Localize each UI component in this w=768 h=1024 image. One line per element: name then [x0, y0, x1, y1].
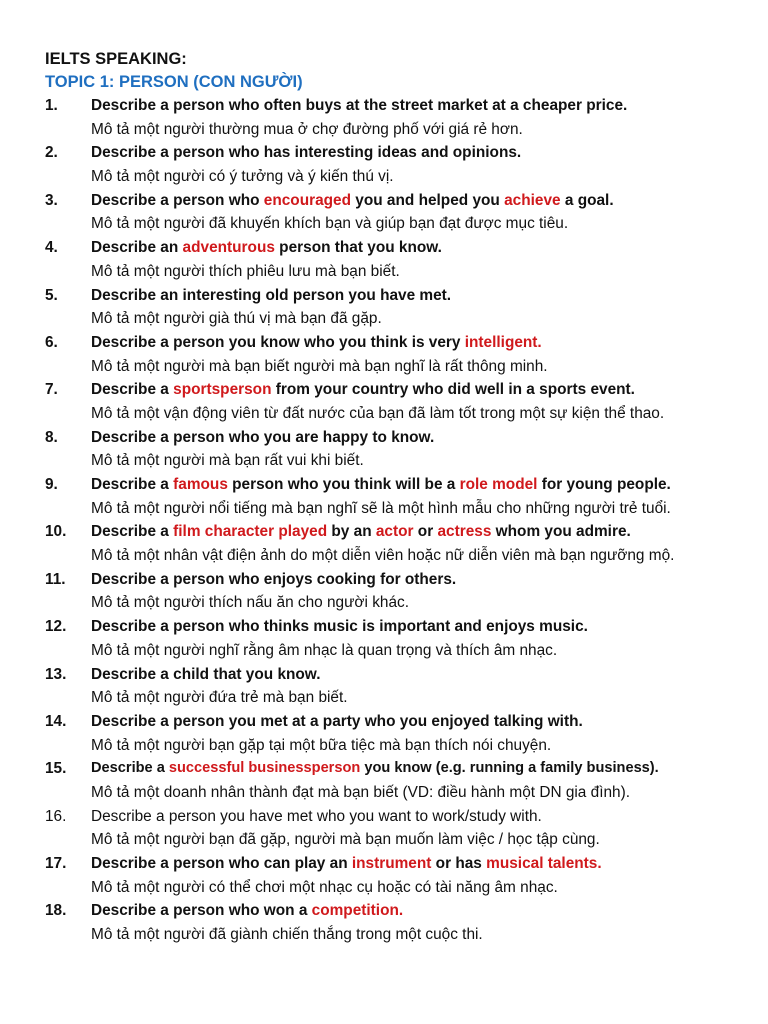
- prompt-text: Describe a person who often buys at the street market at a cheaper price.: [91, 97, 628, 114]
- item-number: 14.: [45, 712, 67, 730]
- vietnamese-translation: Mô tả một người có ý tưởng và ý kiến thú vị.: [91, 168, 394, 186]
- question-list: [45, 94, 760, 947]
- english-prompt: [91, 426, 760, 450]
- vietnamese-translation: Mô tả một người đã giành chiến thắng trong một cuộc thi.: [91, 926, 483, 944]
- list-item: [45, 805, 760, 852]
- item-number: 9.: [45, 476, 58, 493]
- prompt-text: Describe a person who has interesting ideas and opinions.: [91, 144, 522, 162]
- item-number: 7.: [45, 381, 58, 399]
- list-item: [45, 236, 760, 283]
- highlighted-keyword: adventurous: [182, 239, 275, 257]
- prompt-text: from your country who did well in a sports event.: [271, 381, 635, 399]
- item-number: 18.: [45, 902, 67, 920]
- item-body: [91, 426, 760, 473]
- highlighted-keyword: actress: [437, 523, 492, 541]
- vietnamese-translation: Mô tả một người đã khuyến khích bạn và giúp bạn đạt được mục tiêu.: [91, 215, 569, 233]
- list-item: [45, 141, 760, 188]
- list-item: [45, 331, 760, 378]
- prompt-text: by an: [327, 523, 376, 541]
- highlighted-keyword: competition.: [311, 902, 404, 920]
- prompt-text: you know (e.g. running a family business).: [360, 760, 659, 777]
- prompt-text: Describe a person who: [91, 191, 264, 209]
- item-number: 11.: [45, 570, 66, 588]
- vietnamese-translation: Mô tả một người mà bạn biết người mà bạn nghĩ là rất thông minh.: [91, 357, 548, 375]
- list-item: [45, 473, 760, 520]
- prompt-text: Describe a person who you are happy to know.: [91, 428, 435, 446]
- item-number: 5.: [45, 286, 58, 304]
- highlighted-keyword: encouraged: [263, 191, 352, 209]
- prompt-text: Describe an interesting old person you have met.: [91, 286, 452, 304]
- item-body: [91, 568, 760, 615]
- vietnamese-translation: Mô tả một nhân vật điện ảnh do một diễn viên hoặc nữ diễn viên mà bạn ngưỡng mộ.: [91, 547, 675, 565]
- english-prompt: [91, 284, 760, 308]
- prompt-text: Describe an: [91, 239, 183, 257]
- prompt-text: Describe a: [91, 476, 174, 493]
- highlighted-keyword: famous: [173, 476, 228, 493]
- item-body: [91, 663, 760, 710]
- vietnamese-translation: Mô tả một doanh nhân thành đạt mà bạn biết (VD: điều hành một DN gia đình).: [91, 783, 631, 801]
- prompt-text: person who you think will be a: [227, 476, 460, 493]
- vietnamese-translation: Mô tả một người thường mua ở chợ đường phố với giá rẻ hơn.: [91, 120, 523, 138]
- english-prompt: [91, 94, 760, 118]
- item-number: 2.: [45, 144, 58, 162]
- vietnamese-translation: Mô tả một người già thú vị mà bạn đã gặp.: [91, 310, 382, 328]
- item-body: [91, 284, 760, 331]
- english-prompt: [91, 473, 760, 497]
- prompt-text: or: [413, 523, 438, 541]
- item-number: 10.: [45, 523, 67, 541]
- prompt-text: Describe a child that you know.: [91, 665, 321, 683]
- english-prompt: [91, 520, 760, 544]
- item-number: 12.: [45, 618, 67, 636]
- list-item: [45, 852, 760, 899]
- list-item: [45, 710, 760, 757]
- item-number: 6.: [45, 333, 58, 351]
- highlighted-keyword: actor: [375, 523, 414, 541]
- prompt-text: Describe a: [91, 381, 174, 399]
- item-body: [91, 852, 760, 899]
- highlighted-keyword: role model: [459, 476, 538, 493]
- prompt-text: or has: [431, 855, 487, 872]
- list-item: [45, 520, 760, 567]
- item-number: 16.: [45, 807, 67, 825]
- list-item: [45, 284, 760, 331]
- list-item: [45, 757, 760, 804]
- list-item: [45, 568, 760, 615]
- item-body: [91, 378, 760, 425]
- vietnamese-translation: Mô tả một người mà bạn rất vui khi biết.: [91, 452, 364, 470]
- english-prompt: [91, 236, 760, 260]
- item-body: [91, 805, 760, 852]
- prompt-text: whom you admire.: [491, 523, 631, 541]
- highlighted-keyword: musical talents.: [486, 855, 602, 872]
- prompt-text: you and helped you: [351, 191, 505, 209]
- highlighted-keyword: film character played: [173, 523, 328, 541]
- item-body: [91, 899, 760, 946]
- item-number: 8.: [45, 428, 58, 446]
- prompt-text: for young people.: [537, 476, 671, 493]
- list-item: [45, 663, 760, 710]
- list-item: [45, 94, 760, 141]
- list-item: [45, 899, 760, 946]
- topic-title: TOPIC 1: PERSON (CON NGƯỜI): [45, 73, 303, 91]
- item-number: 4.: [45, 239, 58, 257]
- item-number: 15.: [45, 760, 67, 778]
- list-item: [45, 378, 760, 425]
- item-number: 3.: [45, 191, 58, 209]
- highlighted-keyword: instrument: [351, 855, 432, 872]
- item-body: [91, 189, 760, 236]
- prompt-text: Describe a person who enjoys cooking for others.: [91, 570, 457, 588]
- vietnamese-translation: Mô tả một người nổi tiếng mà bạn nghĩ sẽ là một hình mẫu cho những người trẻ tuổi.: [91, 499, 671, 517]
- english-prompt: [91, 615, 760, 639]
- item-body: [91, 710, 760, 757]
- highlighted-keyword: sportsperson: [173, 381, 272, 399]
- prompt-text: Describe a person who won a: [91, 902, 312, 920]
- english-prompt: [91, 568, 760, 592]
- item-number: 17.: [45, 855, 67, 872]
- vietnamese-translation: Mô tả một người thích phiêu lưu mà bạn biết.: [91, 262, 400, 280]
- prompt-text: Describe a person you have met who you want to work/study with.: [91, 807, 542, 825]
- prompt-text: person that you know.: [274, 239, 442, 257]
- item-body: [91, 331, 760, 378]
- english-prompt: [91, 189, 760, 213]
- english-prompt: [91, 757, 760, 781]
- item-body: [91, 236, 760, 283]
- document-page: [45, 48, 760, 947]
- item-number: 13.: [45, 665, 67, 683]
- english-prompt: [91, 710, 760, 734]
- item-body: [91, 94, 760, 141]
- item-body: [91, 141, 760, 188]
- item-body: [91, 520, 760, 567]
- list-item: [45, 189, 760, 236]
- vietnamese-translation: Mô tả một người bạn gặp tại một bữa tiệc mà bạn thích nói chuyện.: [91, 736, 552, 754]
- prompt-text: Describe a person who thinks music is important and enjoys music.: [91, 618, 588, 636]
- english-prompt: [91, 331, 760, 355]
- english-prompt: [91, 805, 760, 829]
- prompt-text: Describe a: [91, 760, 169, 777]
- item-body: [91, 615, 760, 662]
- item-body: [91, 473, 760, 520]
- list-item: [45, 615, 760, 662]
- item-body: [91, 757, 760, 804]
- prompt-text: Describe a: [91, 523, 174, 541]
- prompt-text: Describe a person who can play an: [91, 855, 352, 872]
- english-prompt: [91, 899, 760, 923]
- highlighted-keyword: achieve: [504, 191, 561, 209]
- vietnamese-translation: Mô tả một người có thể chơi một nhạc cụ hoặc có tài năng âm nhạc.: [91, 878, 558, 896]
- page-heading: IELTS SPEAKING:: [45, 50, 187, 68]
- vietnamese-translation: Mô tả một vận động viên từ đất nước của bạn đã làm tốt trong một sự kiện thể thao.: [91, 404, 665, 422]
- english-prompt: [91, 141, 760, 165]
- vietnamese-translation: Mô tả một người đứa trẻ mà bạn biết.: [91, 689, 348, 707]
- vietnamese-translation: Mô tả một người thích nấu ăn cho người khác.: [91, 594, 409, 612]
- highlighted-keyword: intelligent.: [464, 333, 542, 351]
- vietnamese-translation: Mô tả một người nghĩ rằng âm nhạc là quan trọng và thích âm nhạc.: [91, 641, 558, 659]
- prompt-text: Describe a person you know who you think is very: [91, 333, 465, 351]
- vietnamese-translation: Mô tả một người bạn đã gặp, người mà bạn muốn làm việc / học tập cùng.: [91, 831, 600, 849]
- item-number: 1.: [45, 97, 58, 114]
- english-prompt: [91, 663, 760, 687]
- english-prompt: [91, 852, 760, 876]
- list-item: [45, 426, 760, 473]
- prompt-text: Describe a person you met at a party who you enjoyed talking with.: [91, 712, 583, 730]
- highlighted-keyword: successful businessperson: [168, 760, 361, 777]
- english-prompt: [91, 378, 760, 402]
- prompt-text: a goal.: [560, 191, 614, 209]
